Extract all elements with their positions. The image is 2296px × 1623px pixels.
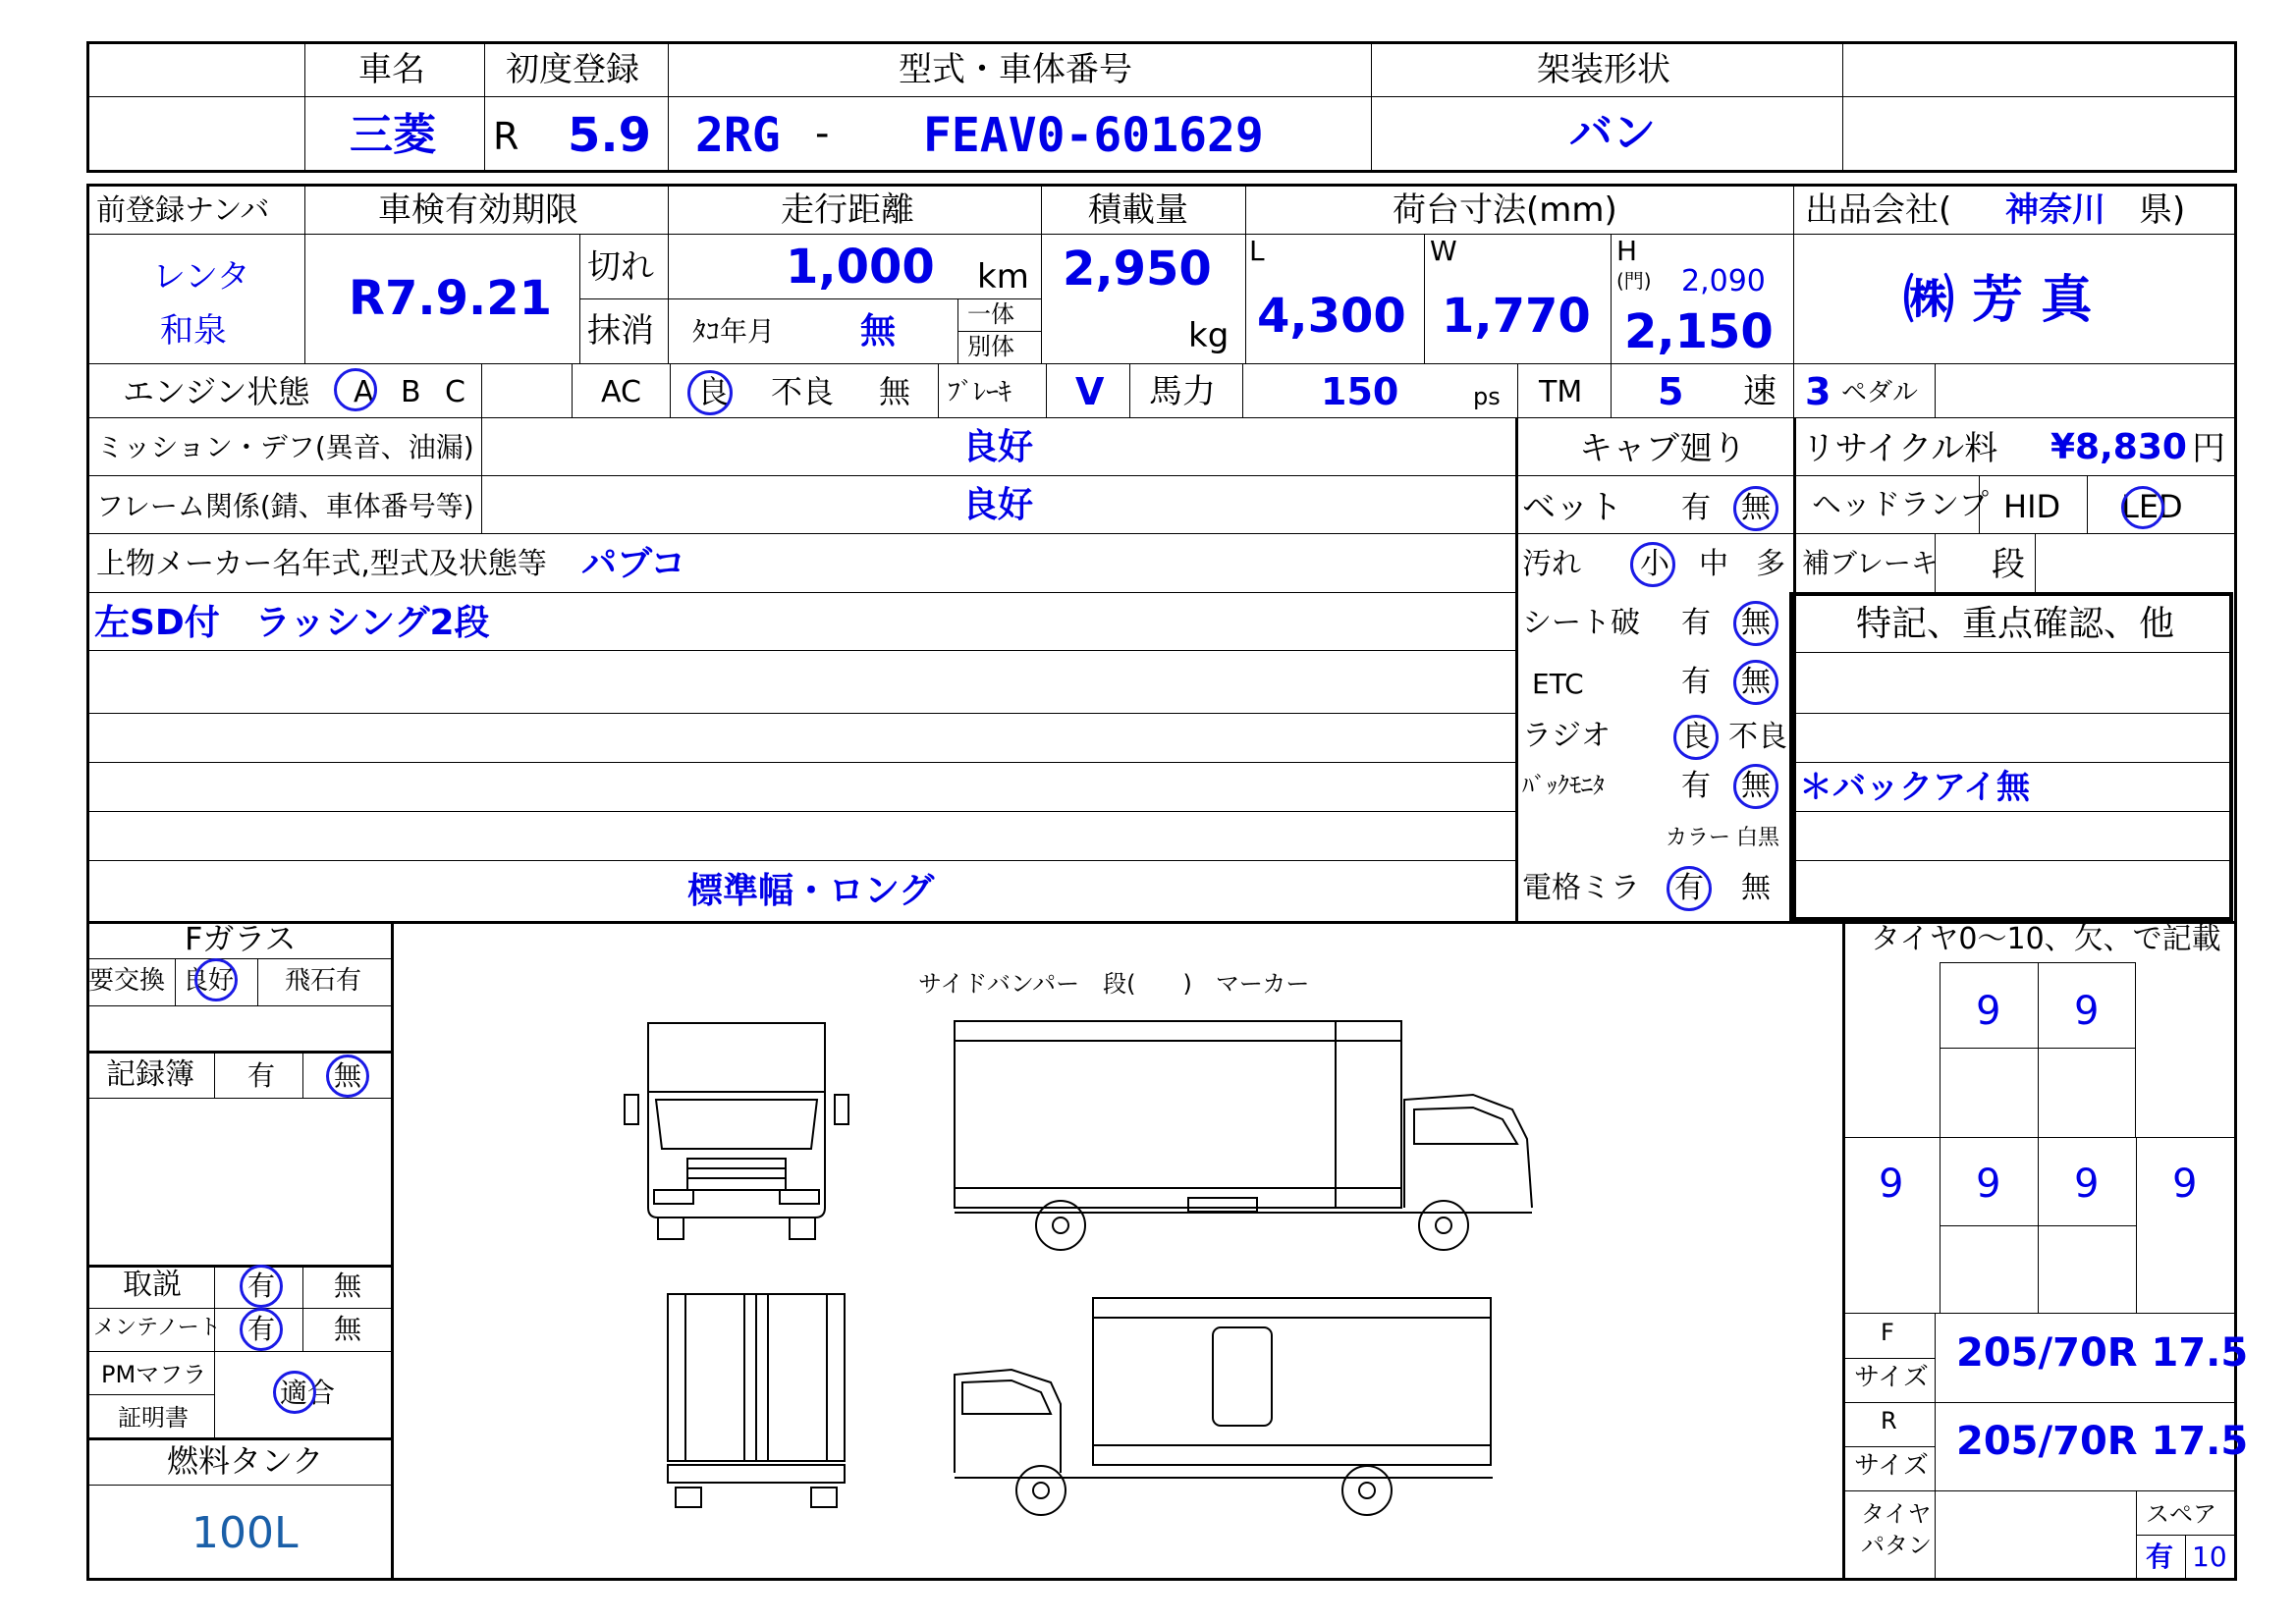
model-prefix: 2RG [695,108,781,163]
aux-brake-label: 補ブレーキ [1802,547,1939,579]
body-shape: バン [1569,108,1656,158]
truck-rear-view [658,1286,854,1512]
header-model: 型式・車体番号 [899,50,1132,89]
tacho-value: 無 [860,311,897,352]
seat-label: シート破 [1522,606,1640,640]
chassis-number: FEAV0-601629 [923,108,1264,163]
headlamp-label: ヘッドランプ [1812,488,1989,522]
height-gate-label: (門) [1616,269,1652,293]
frame-label: フレーム関係(錆、車体番号等) [96,490,474,522]
engine-a-circle [334,368,377,411]
header-prev-plate: 前登録ナンバ [96,193,270,228]
spare-yes: 有 [2146,1541,2174,1573]
recycle-label: リサイクル料 [1802,429,1998,468]
tire-rear-1: 9 [1879,1162,1904,1207]
backmon-no: 無 [1741,769,1771,803]
radio-label: ラジオ [1522,719,1611,753]
seat-no: 無 [1741,606,1771,640]
mirror-label: 電格ミラ [1522,871,1640,905]
pm-label-2: 証明書 [118,1404,189,1432]
rear-tire-size: 205/70R 17.5 [1956,1419,2249,1464]
dirt-large: 多 [1756,547,1785,581]
tire-front-left: 9 [1976,989,2001,1034]
bed-label: ベット [1522,488,1622,527]
pedal-label: ペダル [1841,378,1919,407]
header-first-reg: 初度登録 [506,50,639,89]
maint-yes: 有 [247,1313,276,1345]
spare-value: 10 [2192,1541,2227,1573]
fglass-good-circle [194,958,238,1001]
header-seller: 出品会社( [1805,190,1952,230]
header-seller-end: 県) [2139,190,2186,230]
led-circle [2121,486,2164,529]
body-note: 左SD付 ラッシング2段 [94,603,490,643]
engine-label: エンジン状態 [123,373,310,410]
backmon-label: ﾊﾞｯｸﾓﾆﾀ [1522,772,1605,799]
horsepower: 150 [1321,370,1399,413]
bed-yes: 有 [1681,491,1711,525]
record-yes: 有 [247,1059,276,1092]
radio-good: 良 [1681,720,1711,754]
etc-no-circle [1733,660,1778,705]
record-no-circle [326,1055,369,1098]
radio-good-circle [1673,715,1719,760]
pedal-count: 3 [1805,370,1831,413]
ac-bad: 不良 [771,373,835,410]
cab-header: キャブ廻り [1579,429,1746,468]
truck-front-view [619,1011,854,1242]
etc-no: 無 [1741,665,1771,699]
notes-header: 特記、重点確認、他 [1856,604,2175,644]
record-label: 記録簿 [106,1057,194,1092]
maint-no: 無 [334,1313,362,1345]
seat-yes: 有 [1681,606,1711,640]
bumper-text: サイドバンパー 段( ) マーカー [918,970,1310,998]
radio-bad: 不良 [1728,720,1787,754]
prev-plate-2: 和泉 [160,311,227,351]
ac-none: 無 [879,373,911,410]
manual-yes-circle [240,1265,283,1308]
ittai-label: 一体 [967,300,1014,328]
maint-yes-circle [240,1308,283,1351]
spare-label: スペア [2146,1500,2216,1528]
tire-header: タイヤ0～10、欠、で記載 [1871,922,2221,956]
etc-label: ETC [1532,668,1584,700]
backmon-yes: 有 [1681,769,1711,803]
body-note-bottom: 標準幅・ロング [687,871,935,911]
recycle-fee: ¥8,830 [2050,427,2187,467]
manual-yes: 有 [247,1270,276,1302]
seller-name: ㈱ 芳 真 [1903,271,2093,330]
header-car-name: 車名 [358,50,425,89]
front-tire-size: 205/70R 17.5 [1956,1330,2249,1376]
mileage-unit: km [977,257,1029,297]
etc-yes: 有 [1681,665,1711,699]
header-mileage: 走行距離 [781,190,914,230]
model-dash: - [815,111,830,156]
mileage: 1,000 [786,240,935,295]
frame-value: 良好 [962,485,1034,525]
color-label: カラー [1666,826,1731,850]
hp-unit: ps [1473,383,1501,410]
mirror-yes-circle [1667,866,1712,911]
f-label: F [1881,1319,1894,1346]
hp-label: 馬力 [1149,372,1216,411]
bed-length: 4,300 [1257,289,1406,344]
tire-rear-2: 9 [1976,1162,2001,1207]
manual-label: 取説 [123,1268,182,1302]
tire-rear-3: 9 [2074,1162,2100,1207]
engine-a: A [354,375,374,409]
bed-height: 2,150 [1624,304,1774,359]
fuel-tank: 100L [191,1508,299,1558]
aux-brake-value: 段 [1992,545,2025,584]
pattern-label-1: タイヤ [1861,1500,1932,1528]
ac-label: AC [601,375,641,409]
pattern-label-2: パタン [1861,1532,1932,1559]
dirt-small-circle [1630,542,1675,587]
engine-b: B [401,375,421,409]
truck-left-side-view [943,1001,1552,1257]
bed-no-circle [1733,486,1778,531]
maker-value: パブコ [581,544,686,584]
manual-no: 無 [334,1270,362,1302]
mirror-no: 無 [1741,871,1771,905]
bed-no: 無 [1741,491,1771,525]
expired-label: 切れ [587,247,654,287]
engine-c: C [445,375,465,409]
first-reg: 5.9 [568,108,652,163]
tire-front-right: 9 [2074,989,2100,1034]
header-load: 積載量 [1088,190,1188,230]
load-unit: kg [1188,316,1230,355]
brake-label: ﾌﾞﾚｰｷ [948,378,1012,407]
tm-unit: 速 [1743,372,1777,411]
mission-value: 良好 [962,427,1034,467]
color-value: 白黒 [1736,826,1780,850]
seller-pref: 神奈川 [2005,190,2105,230]
r-label: R [1881,1407,1897,1434]
fglass-good: 良好 [183,966,235,996]
length-label: L [1249,235,1265,267]
dirt-label: 汚れ [1522,547,1581,581]
width-label: W [1430,235,1457,267]
header-bed-dims: 荷台寸法(mm) [1393,190,1617,230]
pm-value-circle [273,1371,316,1414]
header-body-shape: 架装形状 [1537,50,1670,89]
header-inspection: 車検有効期限 [378,190,578,230]
height-gate: 2,090 [1681,264,1766,298]
height-label: H [1616,235,1638,267]
maker-label: 上物メーカー名年式,型式及状態等 [96,547,547,581]
tire-rear-4: 9 [2172,1162,2198,1207]
fglass-header: Fガラス [185,920,297,957]
record-no: 無 [334,1059,362,1092]
mirror-yes: 有 [1674,871,1704,905]
pm-value: 適合 [280,1377,336,1409]
dirt-small: 小 [1640,547,1669,581]
fglass-chip: 飛石有 [285,966,362,996]
load-capacity: 2,950 [1063,242,1212,297]
fuel-label: 燃料タンク [167,1442,324,1480]
headlamp-hid: HID [2003,488,2061,525]
car-name: 三菱 [350,110,436,160]
cancelled-label: 抹消 [587,311,654,351]
f-size-label: サイズ [1854,1363,1929,1392]
recycle-unit: 円 [2192,429,2225,468]
betsutai-label: 別体 [967,333,1014,360]
pm-label-1: PMマフラ [101,1361,207,1388]
truck-right-side-view [943,1276,1552,1522]
prev-plate-1: レンタ [152,257,250,297]
reg-era: R [493,115,519,158]
tm-label: TM [1539,375,1583,409]
mission-label: ミッション・デフ(異音、油漏) [96,431,474,463]
ac-good-circle [687,370,733,415]
dirt-medium: 中 [1699,547,1728,581]
headlamp-led: LED [2121,488,2183,525]
seat-no-circle [1733,601,1778,646]
note-backeye: ＊バックアイ無 [1799,768,2030,807]
inspection-date: R7.9.21 [349,271,553,326]
ac-good: 良 [697,373,730,410]
fglass-replace: 要交換 [88,966,166,996]
bed-width: 1,770 [1442,289,1591,344]
backmon-no-circle [1733,764,1778,809]
tacho-label: ﾀｺ年月 [692,315,776,348]
tm-speeds: 5 [1658,370,1684,413]
r-size-label: サイズ [1854,1451,1929,1481]
brake-value: V [1075,370,1105,413]
maint-label: メンテノート [93,1316,221,1340]
